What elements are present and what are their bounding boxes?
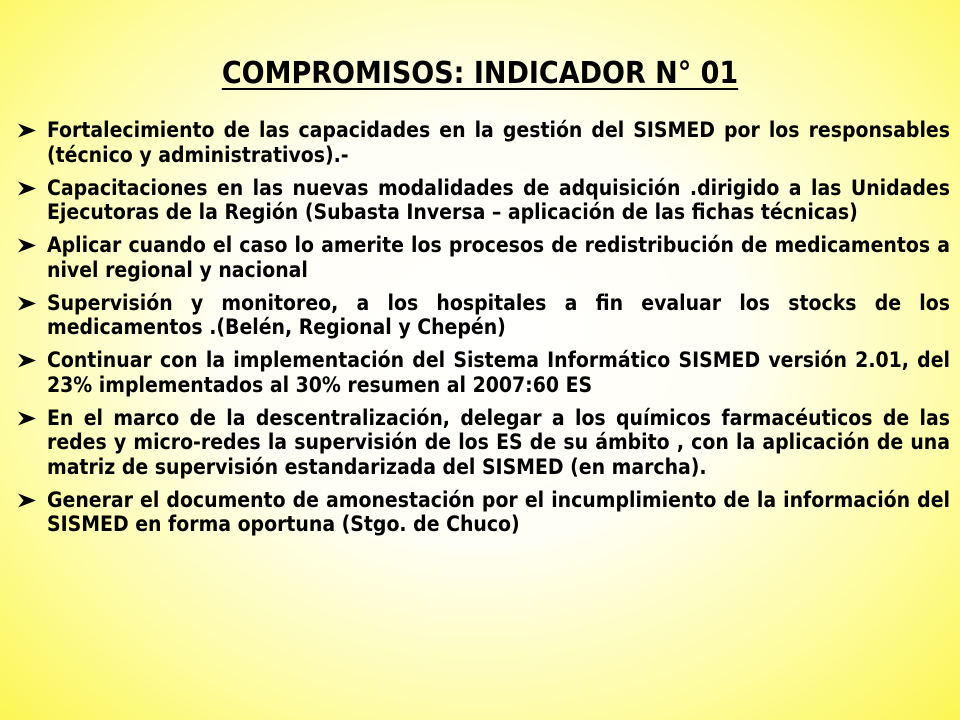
- bullet-item: [15, 118, 950, 167]
- bullet-item: [15, 406, 950, 480]
- bullet-text: Aplicar cuando el caso lo amerite los procesos de redistribución de medicamentos a nivel regional y nacional: [47, 233, 950, 282]
- bullet-text: Fortalecimiento de las capacidades en la gestión del SISMED por los responsables (técnico y administrativos).-: [47, 118, 950, 167]
- bullet-text: Generar el documento de amonestación por el incumplimiento de la información del SISMED en forma oportuna (Stgo. de Chuco): [47, 487, 950, 536]
- arrow-right-icon: [17, 410, 37, 427]
- bullet-item: [15, 488, 950, 537]
- slide-title-text: COMPROMISOS: INDICADOR N° 01: [221, 56, 739, 91]
- bullet-text: En el marco de la descentralización, delegar a los químicos farmacéuticos de las redes y micro-redes la supervisión de los ES de su ámbito , con la aplicación de una matriz de supervisión estandarizada del SISMED (en marcha).: [47, 405, 950, 479]
- arrow-right-icon: [17, 237, 37, 254]
- arrow-right-icon: [17, 180, 37, 197]
- arrow-right-icon: [17, 122, 37, 139]
- arrow-right-icon: [17, 352, 37, 369]
- bullet-item: [15, 176, 950, 225]
- bullet-item: [15, 291, 950, 340]
- bullet-text: Capacitaciones en las nuevas modalidades de adquisición .dirigido a las Unidades Ejecutoras de la Región (Subasta Inversa – aplicación de las fichas técnicas): [47, 175, 950, 224]
- arrow-right-icon: [17, 295, 37, 312]
- bullet-text: Continuar con la implementación del Sistema Informático SISMED versión 2.01, del 23% implementados al 30% resumen al 2007:60 ES: [47, 348, 950, 397]
- slide-title: [0, 54, 960, 94]
- bullet-list: [15, 118, 950, 545]
- bullet-item: [15, 348, 950, 397]
- bullet-item: [15, 233, 950, 282]
- arrow-right-icon: [17, 492, 37, 509]
- bullet-text: Supervisión y monitoreo, a los hospitales a fin evaluar los stocks de los medicamentos .(Belén, Regional y Chepén): [47, 290, 950, 339]
